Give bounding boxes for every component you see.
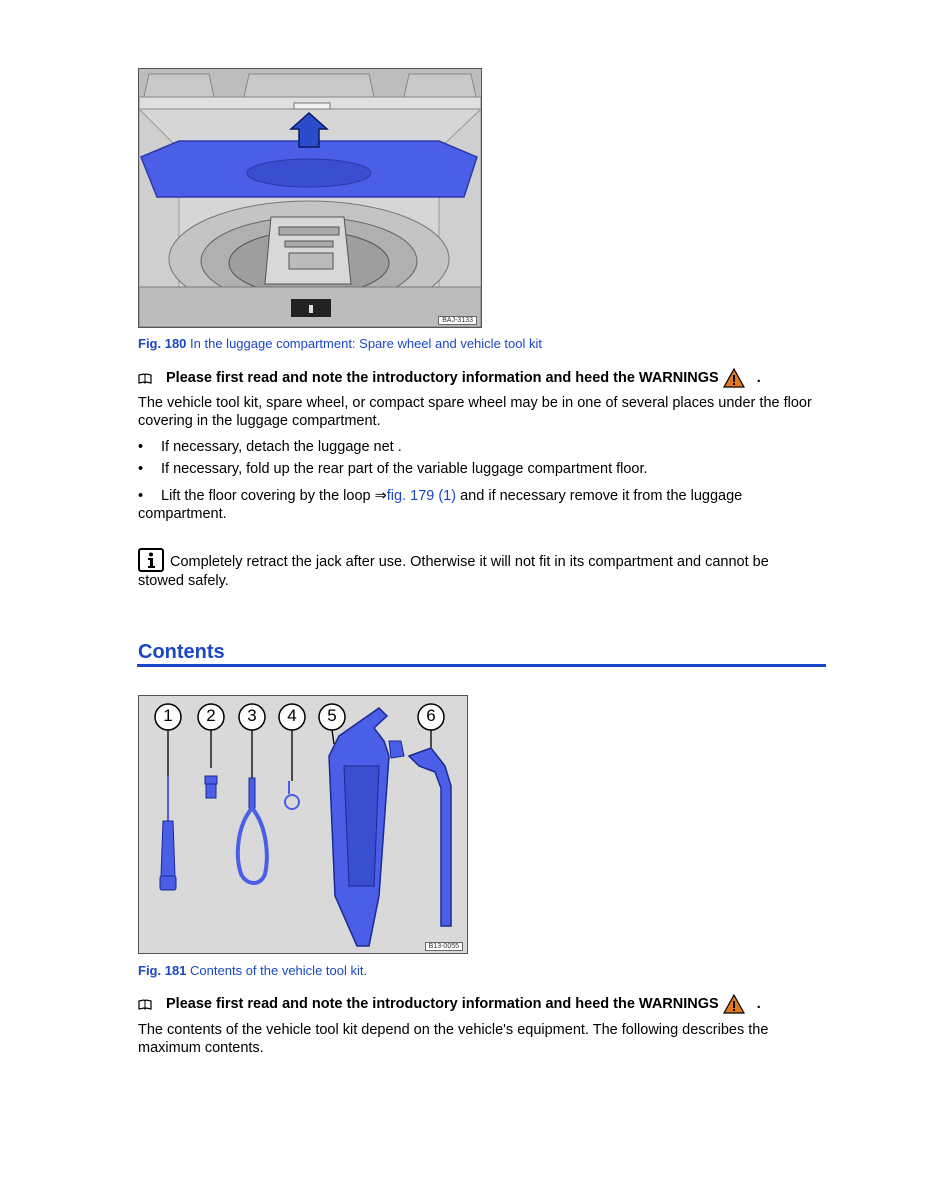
list-item: • If necessary, detach the luggage net . <box>138 439 402 455</box>
caption-label: Fig. 180 <box>138 336 187 351</box>
figure-180-caption <box>138 336 542 351</box>
list-item: • Lift the floor covering by the loop ⇒fig. 179 (1) and if necessary remove it from the luggage compartment. <box>138 488 743 522</box>
contents-paragraph: The contents of the vehicle tool kit depend on the vehicle's equipment. The following describes the maximum contents. <box>138 1022 769 1056</box>
callout-5: 5 <box>327 706 337 725</box>
note-heading: Please first read and note the introductory information and heed the WARNINGS <box>166 370 719 386</box>
caption-text: Contents of the vehicle tool kit. <box>190 963 368 978</box>
list-item-text: If necessary, detach the luggage net . <box>161 439 402 455</box>
callout-2: 2 <box>206 706 216 725</box>
section-divider <box>137 664 826 667</box>
warning-icon[interactable] <box>723 994 745 1014</box>
luggage-compartment-illustration <box>139 69 481 327</box>
note-trailing: . <box>756 996 761 1012</box>
info-icon <box>138 548 164 572</box>
callout-6: 6 <box>426 706 436 725</box>
figure-code: BAJ-3133 <box>438 316 477 325</box>
figure-code: B13-0055 <box>425 942 463 951</box>
intro-paragraph: The vehicle tool kit, spare wheel, or compact spare wheel may be in one of several places under the floor covering in the luggage compartment. <box>138 395 812 429</box>
note-trailing: . <box>756 370 761 386</box>
figure-181-image <box>138 695 468 954</box>
warnings-note-1 <box>138 368 761 388</box>
figure-179-link[interactable]: fig. 179 (1) <box>386 488 457 504</box>
caption-label: Fig. 181 <box>138 963 187 978</box>
list-item: • If necessary, fold up the rear part of the variable luggage compartment floor. <box>138 461 648 477</box>
list-item-text: If necessary, fold up the rear part of the variable luggage compartment floor. <box>161 461 648 477</box>
warnings-note-2 <box>138 994 761 1014</box>
tool-kit-illustration <box>139 696 467 953</box>
figure-181-caption <box>138 963 367 978</box>
list-item-text-after: and if necessary remove it from the luggage compartment. <box>138 488 743 522</box>
info-note <box>138 548 818 590</box>
warning-icon[interactable] <box>723 368 745 388</box>
note-heading: Please first read and note the introductory information and heed the WARNINGS <box>166 996 719 1012</box>
section-title: Contents <box>138 641 225 663</box>
list-item-text-before: Lift the floor covering by the loop <box>161 488 375 504</box>
callout-1: 1 <box>163 706 173 725</box>
callout-4: 4 <box>287 706 297 725</box>
cross-ref-arrow: ⇒ <box>374 488 387 504</box>
callout-3: 3 <box>247 706 257 725</box>
info-note-text: Completely retract the jack after use. Otherwise it will not fit in its compartment and cannot be stowed safely. <box>138 554 769 589</box>
caption-text: In the luggage compartment: Spare wheel and vehicle tool kit <box>190 336 542 351</box>
figure-180-image <box>138 68 482 328</box>
book-icon <box>138 999 152 1010</box>
book-icon <box>138 373 152 384</box>
